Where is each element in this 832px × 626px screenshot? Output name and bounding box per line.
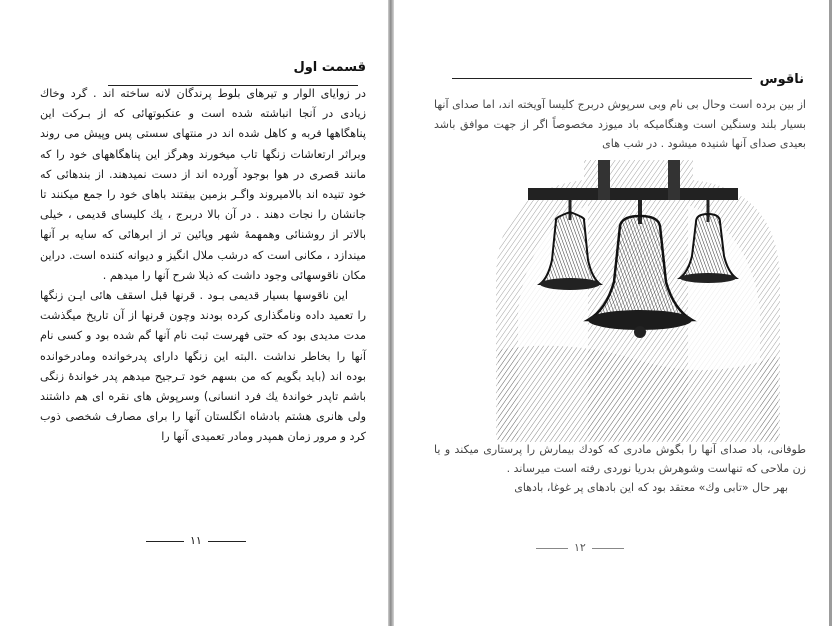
left-page-title: قسمت اول — [293, 60, 366, 75]
bell-beam — [528, 188, 738, 200]
paragraph: این ناقوسها بسیار قدیمی بـود . قرنها قبل اسقف هائی ایـن زنگها را تعمید داده ونامگذاری کرده بودند وچون قرنها از آن تاریخ میگذشت مدت مدیدی بود که حتی فهرست ثبت نام آنها گم شده بود و کسی نام آنها را بخاطر نداشت .البته این زنگها دارای پدرخوانده ومادرخوانده بوده اند (باید بگویم که من بسهم خود تـرجیح میدهم پدر خواندهٔ زنگی باشم تاپدر خواندهٔ یك فرد انسانی) وسرپوش های نقره ای هم داشتند ولی هانری هشتم بادشاه انگلستان آنها را برای مصارف شخصی ذوب کرد و مرور زمان همپدر ومادر تعمیدی آنها را — [40, 289, 366, 444]
right-page-title: ناقوس — [759, 72, 804, 87]
paragraph: از بین برده است وحال بی نام وبی سرپوش دربرج کلیسا آویخته اند، اما صدای آنها بسیار بلند وسنگین است وهنگامیکه باد میوزد مخصوصاً اگر از جهت موافق باشد بعیدی صدای آنها شنیده میشود . در شب های — [434, 98, 806, 150]
left-page — [0, 0, 390, 626]
right-page-header — [424, 68, 804, 88]
paragraph: بهر حال «تابی وك» معتقد بود که این بادهای پر غوغا، بادهای — [514, 481, 788, 494]
left-page-header — [40, 56, 366, 76]
right-page-bottom-text — [434, 440, 806, 497]
paragraph: در زوایای الوار و تیرهای بلوط پرندگان لانه ساخته اند . گرد وخاك زیادی در آنجا انباشته شده است و عنکبوتهائی که از بـرکت این پناهگاهها فربه و کاهل شده اند در منتهای سستی پس وپیش می روند وبراثر ارتعاشات زنگها تاب میخورند وهرگز این پناهگاههای خود را که مانند قصری در هوا بوجود آورده اند از دست نمیدهند. از بندهائی که خود تنیده اند بالامیروند واگـر بزمین بیفتند باهای خود را جمع میکنند تا جانشان را نجات دهند . در آن بالا دربرج ، یك کلیسای قدیمی ، خیلی بالاتر از روشنائی وهمهمهٔ شهر وپائین تر از ابرهائی که سایه بر آنها میندازد ، مکانی است که درشب ملال انگیز و دیوانه کننده است. دراین مکان ناقوسهائی وجود داشت که ذیلا شرح آنها را میدهم . — [40, 87, 366, 282]
left-page-number — [140, 534, 252, 547]
left-page-body — [40, 84, 366, 448]
folio-rule — [208, 541, 246, 542]
beam-post-left — [598, 160, 610, 200]
paragraph: طوفانی، باد صدای آنها را بگوش مادری که کودك بیمارش را پرستاری میکند و یا زن ملاحی که تنهاست وشوهرش بدریا نوردی رفته است میرساند . — [434, 443, 806, 475]
folio-rule — [592, 548, 624, 549]
page-number-text: ۱۱ — [190, 534, 202, 547]
header-rule — [452, 78, 752, 79]
right-page-number — [530, 541, 630, 554]
right-page-top-text — [434, 95, 806, 154]
beam-post-right — [668, 160, 680, 200]
right-page — [394, 0, 832, 626]
bells-illustration — [488, 160, 786, 442]
page-number-text: ۱۲ — [574, 541, 586, 554]
folio-rule — [146, 541, 184, 542]
folio-rule — [536, 548, 568, 549]
